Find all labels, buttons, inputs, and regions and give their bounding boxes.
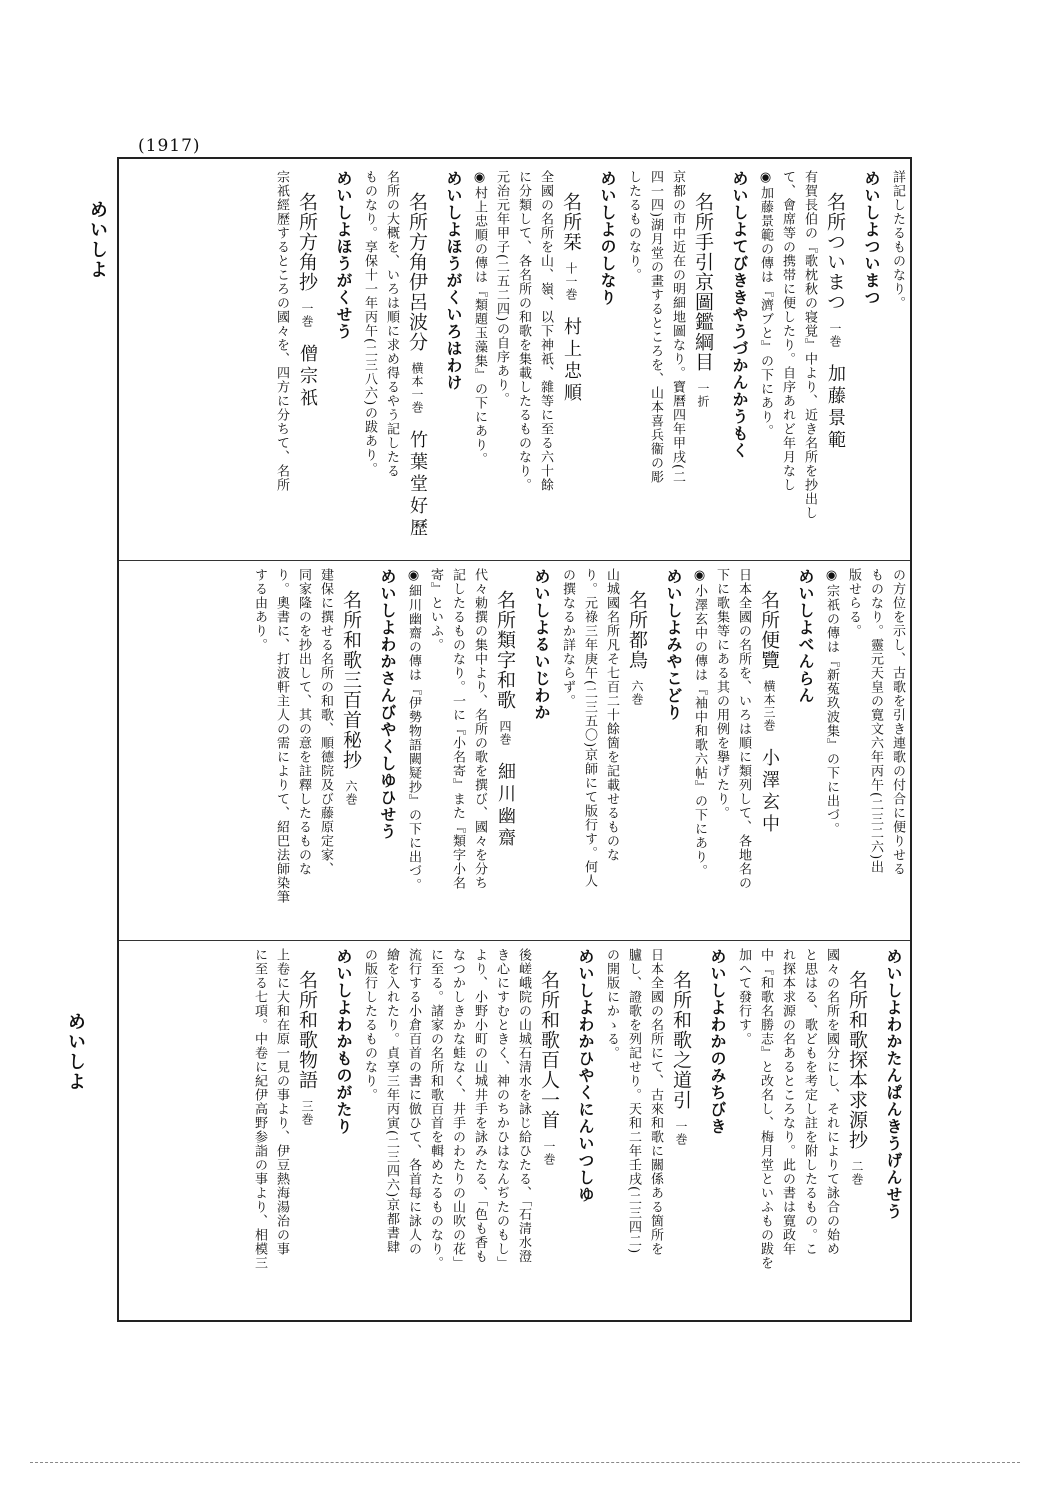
entry-note: ◉村上忠順の傳は『類題玉藻集』の下にあり。 xyxy=(472,170,487,466)
section-divider xyxy=(119,560,910,561)
entry-body: ものなり。享保十一年丙午(二三八六)の跋あり。 xyxy=(362,170,377,477)
entry-body: なつかしきかな蛙なく、井手のわたりの山吹の花」 xyxy=(450,948,465,1270)
entry-note: ◉細川幽齋の傳は『伊勢物語闕疑抄』の下に出づ。 xyxy=(406,568,421,892)
title-text: 名所和歌百人一首 xyxy=(538,970,560,1130)
entry-reading: めいしよほうがくせう xyxy=(334,170,353,340)
section-top xyxy=(128,170,908,555)
entry-title xyxy=(292,170,322,555)
entry-title xyxy=(402,170,432,555)
entry-body: より、小野小町の山城井手を詠みたる、「色も香も xyxy=(472,948,487,1264)
title-text: 名所栞 xyxy=(560,192,582,252)
author-name: 村上忠順 xyxy=(561,317,582,405)
volume-count: 二巻 xyxy=(850,1160,864,1186)
author-name: 加藤景範 xyxy=(825,364,846,452)
entry-reading: めいしよほうがくいろはわけ xyxy=(444,170,463,391)
title-text: 名所和歌探本求源抄 xyxy=(846,970,868,1150)
title-text: 名所和歌物語 xyxy=(296,970,318,1090)
entry-body: 建保に撰せる名所の和歌、順德院及び藤原定家、 xyxy=(318,568,333,876)
entry-reading: めいしよてびききやうづかんかうもく xyxy=(730,170,749,459)
entry-title xyxy=(820,170,850,555)
entry-body: 中『和歌名勝志』と改名し、梅月堂といふもの跋を xyxy=(758,948,773,1270)
volume-count: 一巻 xyxy=(300,302,314,328)
entry-note: ◉宗祇の傳は『新菟玖波集』の下に出づ。 xyxy=(824,568,839,836)
entry-body: 京都の市中近在の明細地圖なり。寶曆四年甲戌(二 xyxy=(670,170,685,485)
entry-note: ◉小澤玄中の傳は『袖中和歌六帖』の下にあり。 xyxy=(692,568,707,878)
volume-count: 一折 xyxy=(696,382,710,408)
continuation-text: 版せらる。 xyxy=(846,568,861,638)
section-middle xyxy=(128,568,908,934)
side-label-bottom: めいしよ xyxy=(65,1012,86,1092)
entry-title xyxy=(534,948,564,1316)
entry-body: と思はる、歌どもを考定し註を附したるもの。こ xyxy=(802,948,817,1256)
entry-reading: めいしよわかものがたり xyxy=(334,948,353,1135)
entry-note: ◉加藤景範の傳は『濟ブと』の下にあり。 xyxy=(758,170,773,438)
entry-body: 寄』といふ。 xyxy=(428,568,443,652)
entry-body: の撰なるか詳ならず。 xyxy=(560,568,575,708)
entry-body: き心にすむときく、神のちかひはなんぢたのもし」 xyxy=(494,948,509,1270)
entry-body: 繪を入れたり。貞享三年丙寅(二三四六)京都書肆 xyxy=(384,948,399,1255)
section-divider xyxy=(119,940,910,941)
title-text: 名所便覽 xyxy=(758,590,780,670)
author-name: 細川幽齋 xyxy=(495,762,516,850)
title-text: 名所方角伊呂波分 xyxy=(406,192,428,352)
entry-title xyxy=(842,948,872,1316)
title-text: 名所和歌三百首秘抄 xyxy=(340,590,362,770)
entry-body: て、會席等の携帯に便したり。自序あれど年月なし xyxy=(780,170,795,492)
continuation-text: 詳記したるものなり。 xyxy=(890,170,905,310)
title-text: 名所和歌之道引 xyxy=(670,970,692,1110)
entry-reading: めいしよみやこどり xyxy=(664,568,683,721)
title-text: 名所類字和歌 xyxy=(494,590,516,710)
section-bottom xyxy=(128,948,908,1316)
volume-count: 横本一巻 xyxy=(410,362,424,414)
author-name: 僧宗祇 xyxy=(297,344,318,410)
title-text: 名所手引京圖鑑綱目 xyxy=(692,192,714,372)
volume-count: 四巻 xyxy=(498,720,512,746)
entry-body: 加へて發行す。 xyxy=(736,948,751,1046)
entry-reading: めいしよのしなり xyxy=(598,170,617,306)
entry-body: 後嵯峨院の山城石清水を詠じ給ひたる、「石清水澄 xyxy=(516,948,531,1264)
entry-body: に至る七項。中卷に紀伊高野参詣の事より、相模三 xyxy=(252,948,267,1270)
author-name: 小澤玄中 xyxy=(759,748,780,836)
bottom-dashed-rule xyxy=(30,1462,1020,1463)
volume-count: 一巻 xyxy=(542,1140,556,1166)
entry-title xyxy=(754,568,784,934)
title-text: 名所ついまつ xyxy=(824,192,846,312)
entry-reading: めいしよわかたんぱんきうげんせう xyxy=(884,948,903,1220)
entry-title xyxy=(292,948,322,1316)
entry-body: 流行する小倉百首の書に倣ひて、各首每に詠人の xyxy=(406,948,421,1256)
entry-body: 日本全國の名所を、いろは順に類列して、各地名の xyxy=(736,568,751,890)
entry-body: 元治元年甲子(二五二四)の自序あり。 xyxy=(494,170,509,407)
entry-body: 下に歌集等にある其の用例を擧げたり。 xyxy=(714,568,729,820)
entry-body: 宗祇經歷するところの國々を、四方に分ちて、名所 xyxy=(274,170,289,492)
entry-body: れ探本求源の名あるところなり。此の書は寛政年 xyxy=(780,948,795,1256)
entry-body: 代々勅撰の集中より、名所の歌を撰び、國々を分ち xyxy=(472,568,487,890)
entry-body: 記したるものなり。一に『小名寄』また『類字小名 xyxy=(450,568,465,890)
entry-body: り。奧書に、打波軒主人の需によりて、紹巴法師染筆 xyxy=(274,568,289,904)
author-name: 竹葉堂好歷 xyxy=(407,430,428,540)
entry-body: する由あり。 xyxy=(252,568,267,652)
entry-body: 名所の大概を、いろは順に求め得るやう記したる xyxy=(384,170,399,478)
side-label-top: めいしよ xyxy=(87,200,108,280)
entry-body: 山城國名所凡そ七百二十餘箇を記載せるものな xyxy=(604,568,619,862)
page-number: (1917) xyxy=(138,136,201,156)
entry-title xyxy=(556,170,586,555)
entry-reading: めいしよべんらん xyxy=(796,568,815,704)
entry-reading: めいしよついまつ xyxy=(862,170,881,306)
entry-title xyxy=(490,568,520,934)
entry-body: 上卷に大和在原一見の事より、伊豆熱海湯治の事 xyxy=(274,948,289,1256)
entry-reading: めいしよわかひやくにんいつしゆ xyxy=(576,948,595,1203)
entry-reading: めいしよわかのみちびき xyxy=(708,948,727,1135)
entry-body: 臚し、證歌を列記せり。天和二年壬戌(二三四二) xyxy=(626,948,641,1255)
volume-count: 六巻 xyxy=(630,680,644,706)
entry-body: 同家隆のを抄出して、其の意を註釋したるものな xyxy=(296,568,311,876)
entry-title xyxy=(688,170,718,555)
entry-title xyxy=(622,568,652,934)
entry-title xyxy=(666,948,696,1316)
volume-count: 三巻 xyxy=(300,1100,314,1126)
entry-body: に至る。諸家の名所和歌百首を輯めたるものなり。 xyxy=(428,948,443,1270)
entry-body: 日本全國の名所にて、古來和歌に關係ある箇所を xyxy=(648,948,663,1256)
entry-body: の版行したるものなり。 xyxy=(362,948,377,1102)
entry-body: に分類して、各名所の和歌を集載したるものなり。 xyxy=(516,170,531,492)
volume-count: 一巻 xyxy=(828,322,842,348)
title-text: 名所方角抄 xyxy=(296,192,318,292)
entry-body: 國々の名所を國分にし、それによりて詠合の始め xyxy=(824,948,839,1256)
entry-body: したるものなり。 xyxy=(626,170,641,282)
entry-title xyxy=(336,568,366,934)
volume-count: 横本三巻 xyxy=(762,680,776,732)
volume-count: 十一巻 xyxy=(564,262,578,301)
entry-reading: めいしよるいじわか xyxy=(532,568,551,721)
volume-count: 一巻 xyxy=(674,1120,688,1146)
volume-count: 六巻 xyxy=(344,780,358,806)
entry-body: の開版にかゝる。 xyxy=(604,948,619,1060)
continuation-text: の方位を示し、古歌を引き連歌の付合に便りせる xyxy=(890,568,905,876)
entry-body: 四一四)湖月堂の畫するところを、山本喜兵衞の彫 xyxy=(648,170,663,485)
entry-body: 全國の名所を山、嶺、以下神祇、雜等に至る六十餘 xyxy=(538,170,553,492)
continuation-text: ものなり。靈元天皇の寛文六年丙午(二三二六)出 xyxy=(868,568,883,875)
entry-body: り。元祿三年庚午(二三五〇)京師にて版行す。何人 xyxy=(582,568,597,889)
entry-reading: めいしよわかさんびやくしゆひせう xyxy=(378,568,397,840)
title-text: 名所都鳥 xyxy=(626,590,648,670)
entry-body: 有賀長伯の『歌枕秋の寝覚』中より、近き名所を抄出し xyxy=(802,170,817,520)
